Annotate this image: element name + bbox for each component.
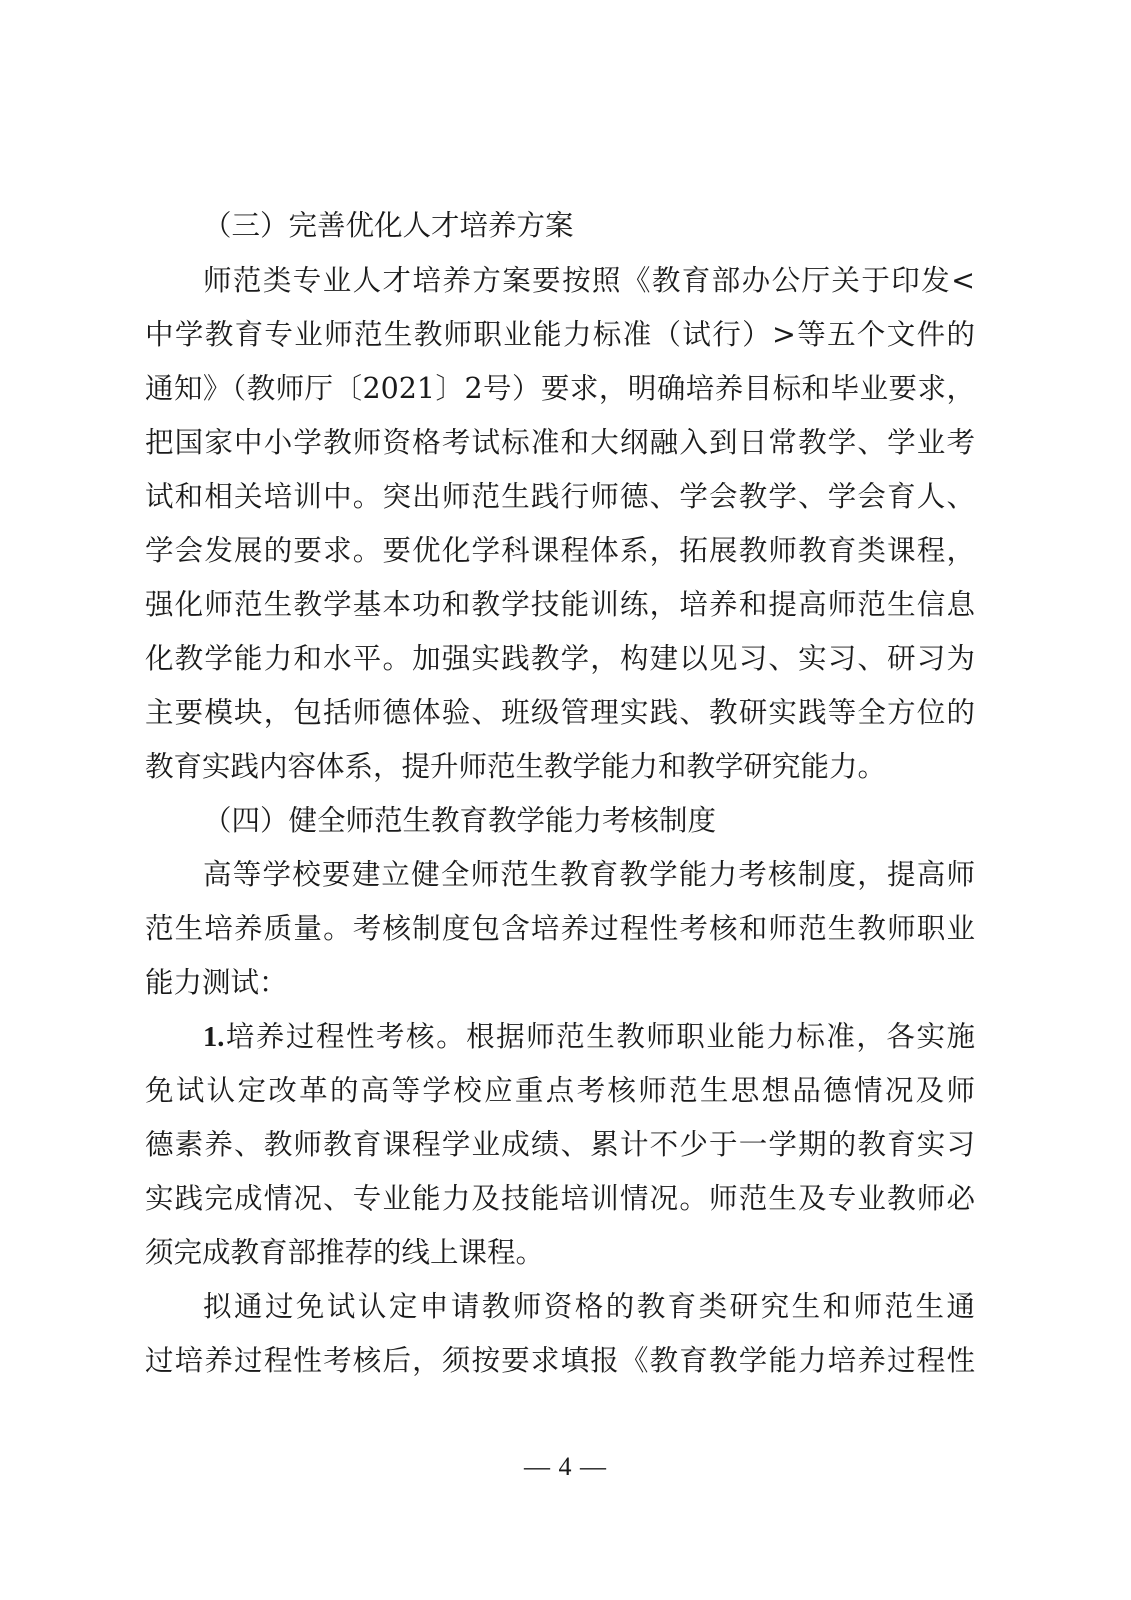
section-heading-4: （四）健全师范生教育教学能力考核制度: [203, 804, 717, 837]
page-number: — 4 —: [524, 1452, 607, 1481]
section-heading-3: （三）完善优化人才培养方案: [203, 209, 574, 242]
paragraph-line: 高等学校要建立健全师范生教育教学能力考核制度，提高师: [203, 858, 975, 891]
paragraph-line: 须完成教育部推荐的线上课程。: [145, 1236, 545, 1269]
paragraph-line: 拟通过免试认定申请教师资格的教育类研究生和师范生通: [203, 1290, 975, 1323]
paragraph-line: 能力测试：: [145, 966, 288, 999]
paragraph-line: 通知》（教师厅〔2021〕2号）要求，明确培养目标和毕业要求，: [145, 372, 975, 405]
paragraph-line: 主要模块，包括师德体验、班级管理实践、教研实践等全方位的: [145, 696, 975, 729]
paragraph-line: 强化师范生教学基本功和教学技能训练，培养和提高师范生信息: [145, 588, 975, 621]
paragraph-line: 师范类专业人才培养方案要按照《教育部办公厅关于印发<: [203, 264, 975, 297]
paragraph-line: 实践完成情况、专业能力及技能培训情况。师范生及专业教师必: [145, 1182, 975, 1215]
list-item-text: 培养过程性考核。根据师范生教师职业能力标准，各实施: [224, 1020, 975, 1053]
paragraph-line: 把国家中小学教师资格考试标准和大纲融入到日常教学、学业考: [145, 426, 975, 459]
paragraph-line: 教育实践内容体系，提升师范生教学能力和教学研究能力。: [145, 750, 887, 783]
list-item-number: 1.: [203, 1022, 225, 1053]
list-item-1: [203, 1021, 975, 1054]
paragraph-line: 过培养过程性考核后，须按要求填报《教育教学能力培养过程性: [145, 1344, 975, 1377]
paragraph-line: 范生培养质量。考核制度包含培养过程性考核和师范生教师职业: [145, 912, 975, 945]
paragraph-line: 化教学能力和水平。加强实践教学，构建以见习、实习、研习为: [145, 642, 975, 675]
paragraph-line: 试和相关培训中。突出师范生践行师德、学会教学、学会育人、: [145, 480, 975, 513]
paragraph-line: 免试认定改革的高等学校应重点考核师范生思想品德情况及师: [145, 1074, 975, 1107]
paragraph-line: 德素养、教师教育课程学业成绩、累计不少于一学期的教育实习: [145, 1128, 975, 1161]
paragraph-line: 中学教育专业师范生教师职业能力标准（试行）>等五个文件的: [145, 318, 975, 351]
paragraph-line: 学会发展的要求。要优化学科课程体系，拓展教师教育类课程，: [145, 534, 975, 567]
